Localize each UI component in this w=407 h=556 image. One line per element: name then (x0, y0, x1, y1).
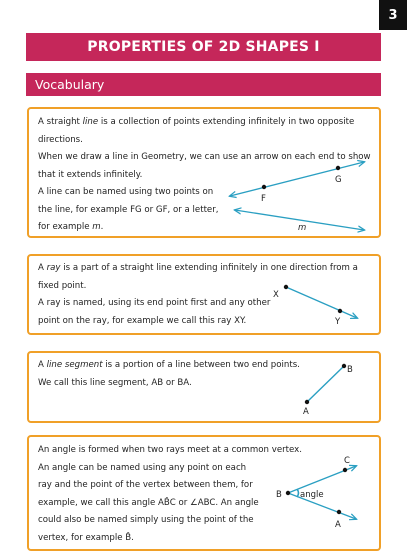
label-c: C (344, 456, 350, 466)
vertex-b (286, 491, 290, 495)
ray-naming-2: point on the ray, for example we call this ray XY. (38, 315, 247, 326)
line-naming-1: A line can be named using two points on (38, 187, 214, 197)
label-f: F (261, 194, 266, 204)
section-heading: Vocabulary (26, 73, 381, 96)
segment-definition: A line segment is a portion of a line between two end points. (38, 360, 300, 370)
page-number: 3 (379, 0, 407, 30)
point-a-angle (337, 510, 341, 514)
angle-arc (297, 489, 299, 497)
angle-line-6: vertex, for example B̂. (38, 532, 134, 543)
line-naming-2: the line, for example FG or GF, or a letter, (38, 204, 219, 215)
ray-definition: A ray is a part of a straight line extending infinitely in one direction from a fixed point. (38, 263, 358, 291)
label-a: A (303, 407, 309, 417)
page-title: PROPERTIES OF 2D SHAPES I (26, 33, 381, 61)
label-g: G (335, 175, 342, 185)
ray-naming-1: A ray is named, using its end point first and any other (38, 298, 271, 308)
segment-naming: We call this line segment, AB or BA. (38, 377, 192, 388)
angle-line-2: An angle can be named using any point on each (38, 462, 247, 473)
line-naming-3: for example m. (38, 222, 104, 232)
angle-line-5: could also be named simply using the point of the (38, 515, 254, 525)
angle-line-3: ray and the point of the vertex between them, for (38, 480, 253, 490)
label-a-angle: A (335, 520, 341, 530)
label-x: X (273, 290, 279, 300)
label-angle: angle (300, 490, 324, 500)
line-definition: A straight line is a collection of points extending infinitely in two opposite directions. (38, 117, 355, 145)
label-b-angle: B (276, 490, 282, 500)
angle-line-4: example, we call this angle AB̂C or ∠ABC. An angle (38, 497, 259, 508)
point-c (343, 468, 347, 472)
label-b: B (347, 365, 353, 375)
angle-line-1: An angle is formed when two rays meet at a common vertex. (38, 445, 302, 455)
label-m: m (298, 223, 307, 233)
label-y: Y (335, 317, 341, 327)
line-arrow-note: When we draw a line in Geometry, we can use an arrow on each end to show that it extends infinitely. (38, 152, 371, 180)
